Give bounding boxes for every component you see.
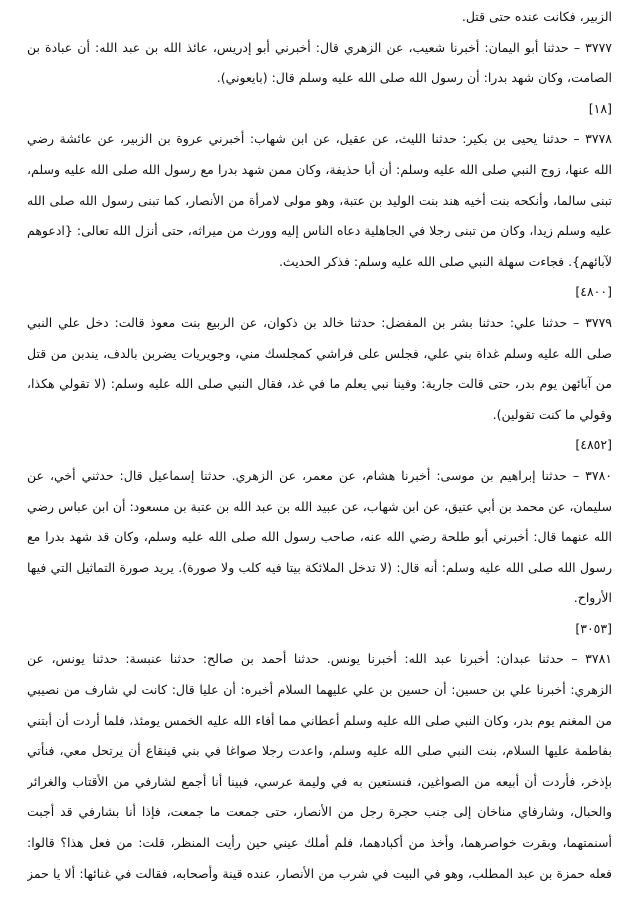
text-line: من آبائهن يوم بدر، حتى قالت جارية: وفينا نبي يعلم ما في غد، فقال النبي صلى الله عليه وسلم: (لا تقولي هكذا، [27, 376, 612, 392]
hadith [27, 124, 612, 308]
cross-reference: [١٨] [588, 100, 612, 116]
text-line: عليه وسلم زيدا، وكان من تبنى رجلا في الجاهلية دعاه الناس إليه وورث من ميراثه، حتى أنزل الله تعالى: {ادعوهم [27, 223, 612, 239]
hadith [27, 644, 612, 889]
text-line: صلى الله عليه وسلم غداة بني علي، فجلس على فراشي كمجلسك مني، وجويريات يضربن بالدف، يندبن من قتل [27, 345, 612, 361]
text-line: ٣٧٨٠ – حدثنا إبراهيم بن موسى: أخبرنا هشام، عن معمر، عن الزهري. حدثنا إسماعيل قال: حدثني أخي، عن [27, 467, 612, 483]
text-line: الزهري: أخبرنا علي بن حسين: أن حسين بن علي عليهما السلام أخبره: أن عليا قال: كانت لي شارف من نصيبي [27, 682, 612, 698]
page-text [27, 2, 612, 889]
cross-reference: [٤٨٠٠] [575, 284, 612, 300]
text-line: رسول الله صلى الله عليه وسلم: أنه قال: (لا تدخل الملائكة بيتا فيه كلب ولا صورة). يريد صورة التماثيل التي فيها [27, 559, 612, 575]
hadith [27, 308, 612, 461]
hadith [27, 33, 612, 125]
hadith [27, 461, 612, 645]
continuation-paragraph [27, 2, 612, 33]
text-line: أسنمتهما، وبقرت خواصرهما، وأخذ من أكبادهما، فلم أملك عيني حين رأيت المنظر، قلت: من فعل هذا؟ قالوا: [27, 835, 612, 851]
text-line: الله عنهما قال: أخبرني أبو طلحة رضي الله عنه، صاحب رسول الله صلى الله عليه وسلم، وكان قد شهد بدرا مع [27, 529, 612, 545]
text-line: الزبير، فكانت عنده حتى قتل. [461, 9, 612, 24]
text-line: الله عنها، زوج النبي صلى الله عليه وسلم: أن أبا حذيفة، وكان ممن شهد بدرا مع رسول الله صلى الله عليه وسلم، [27, 161, 612, 177]
cross-reference: [٣٠٥٣] [575, 620, 612, 636]
text-line: وقولي ما كنت تقولين). [492, 406, 612, 422]
text-line: سليمان، عن محمد بن أبي عتيق، عن ابن شهاب، عن عبيد الله بن عبد الله بن عتبة بن مسعود: أن ابن عباس رضي [27, 498, 612, 514]
cross-reference: [٤٨٥٢] [575, 437, 612, 453]
text-line: الأرواح. [573, 590, 612, 606]
text-line: والحبال، وشارفاي مناخان إلى جنب حجرة رجل من الأنصار، حتى جمعت ما جمعت، فإذا أنا بشارفي قد أجبت [27, 804, 612, 820]
text-line: بفاطمة عليها السلام، بنت النبي صلى الله عليه وسلم، واعدت رجلا صواغا في بني قينقاع أن يرتحل معي، فنأتي [27, 743, 612, 759]
text-line: ٣٧٧٧ – حدثنا أبو اليمان: أخبرنا شعيب، عن الزهري قال: أخبرني أبو إدريس، عائذ الله بن عبد الله: أن عبادة بن [27, 39, 612, 55]
text-line: الصامت، وكان شهد بدرا: أن رسول الله صلى الله عليه وسلم قال: (بايعوني). [216, 70, 612, 86]
text-line: فعله حمزة بن عبد المطلب، وهو في البيت في شرب من الأنصار، عنده قينة وأصحابه، فقالت في غنائها: ألا يا حمز [27, 865, 612, 881]
text-line: ٣٧٧٨ – حدثنا يحيى بن بكير: حدثنا الليث، عن عقيل، عن ابن شهاب: أخبرني عروة بن الزبير، عن عائشة رضي [27, 131, 612, 147]
text-line: من المغنم يوم بدر، وكان النبي صلى الله عليه وسلم أعطاني مما أفاء الله عليه الخمس يومئذ، فلما أردت أن أبتني [27, 712, 612, 728]
text-line: بإذخر، فأردت أن أبيعه من الصواغين، فنستعين به في وليمة عرسي، فبينا أنا أجمع لشارفي من الأقتاب والغرائر [27, 773, 612, 789]
text-line: تبنى سالما، وأنكحه بنت أخيه هند بنت الوليد بن عتبة، وهو مولى لامرأة من الأنصار، كما تبنى رسول الله صلى الله [27, 192, 612, 208]
text-line: ٣٧٨١ – حدثنا عبدان: أخبرنا عبد الله: أخبرنا يونس. حدثنا أحمد بن صالح: حدثنا عنبسة: حدثنا يونس، عن [27, 651, 612, 667]
text-line: لآبائهم}. فجاءت سهلة النبي صلى الله عليه وسلم: فذكر الحديث. [278, 253, 612, 269]
text-line: ٣٧٧٩ – حدثنا علي: حدثنا بشر بن المفضل: حدثنا خالد بن ذكوان، عن الربيع بنت معوذ قالت: دخل علي النبي [27, 314, 612, 330]
